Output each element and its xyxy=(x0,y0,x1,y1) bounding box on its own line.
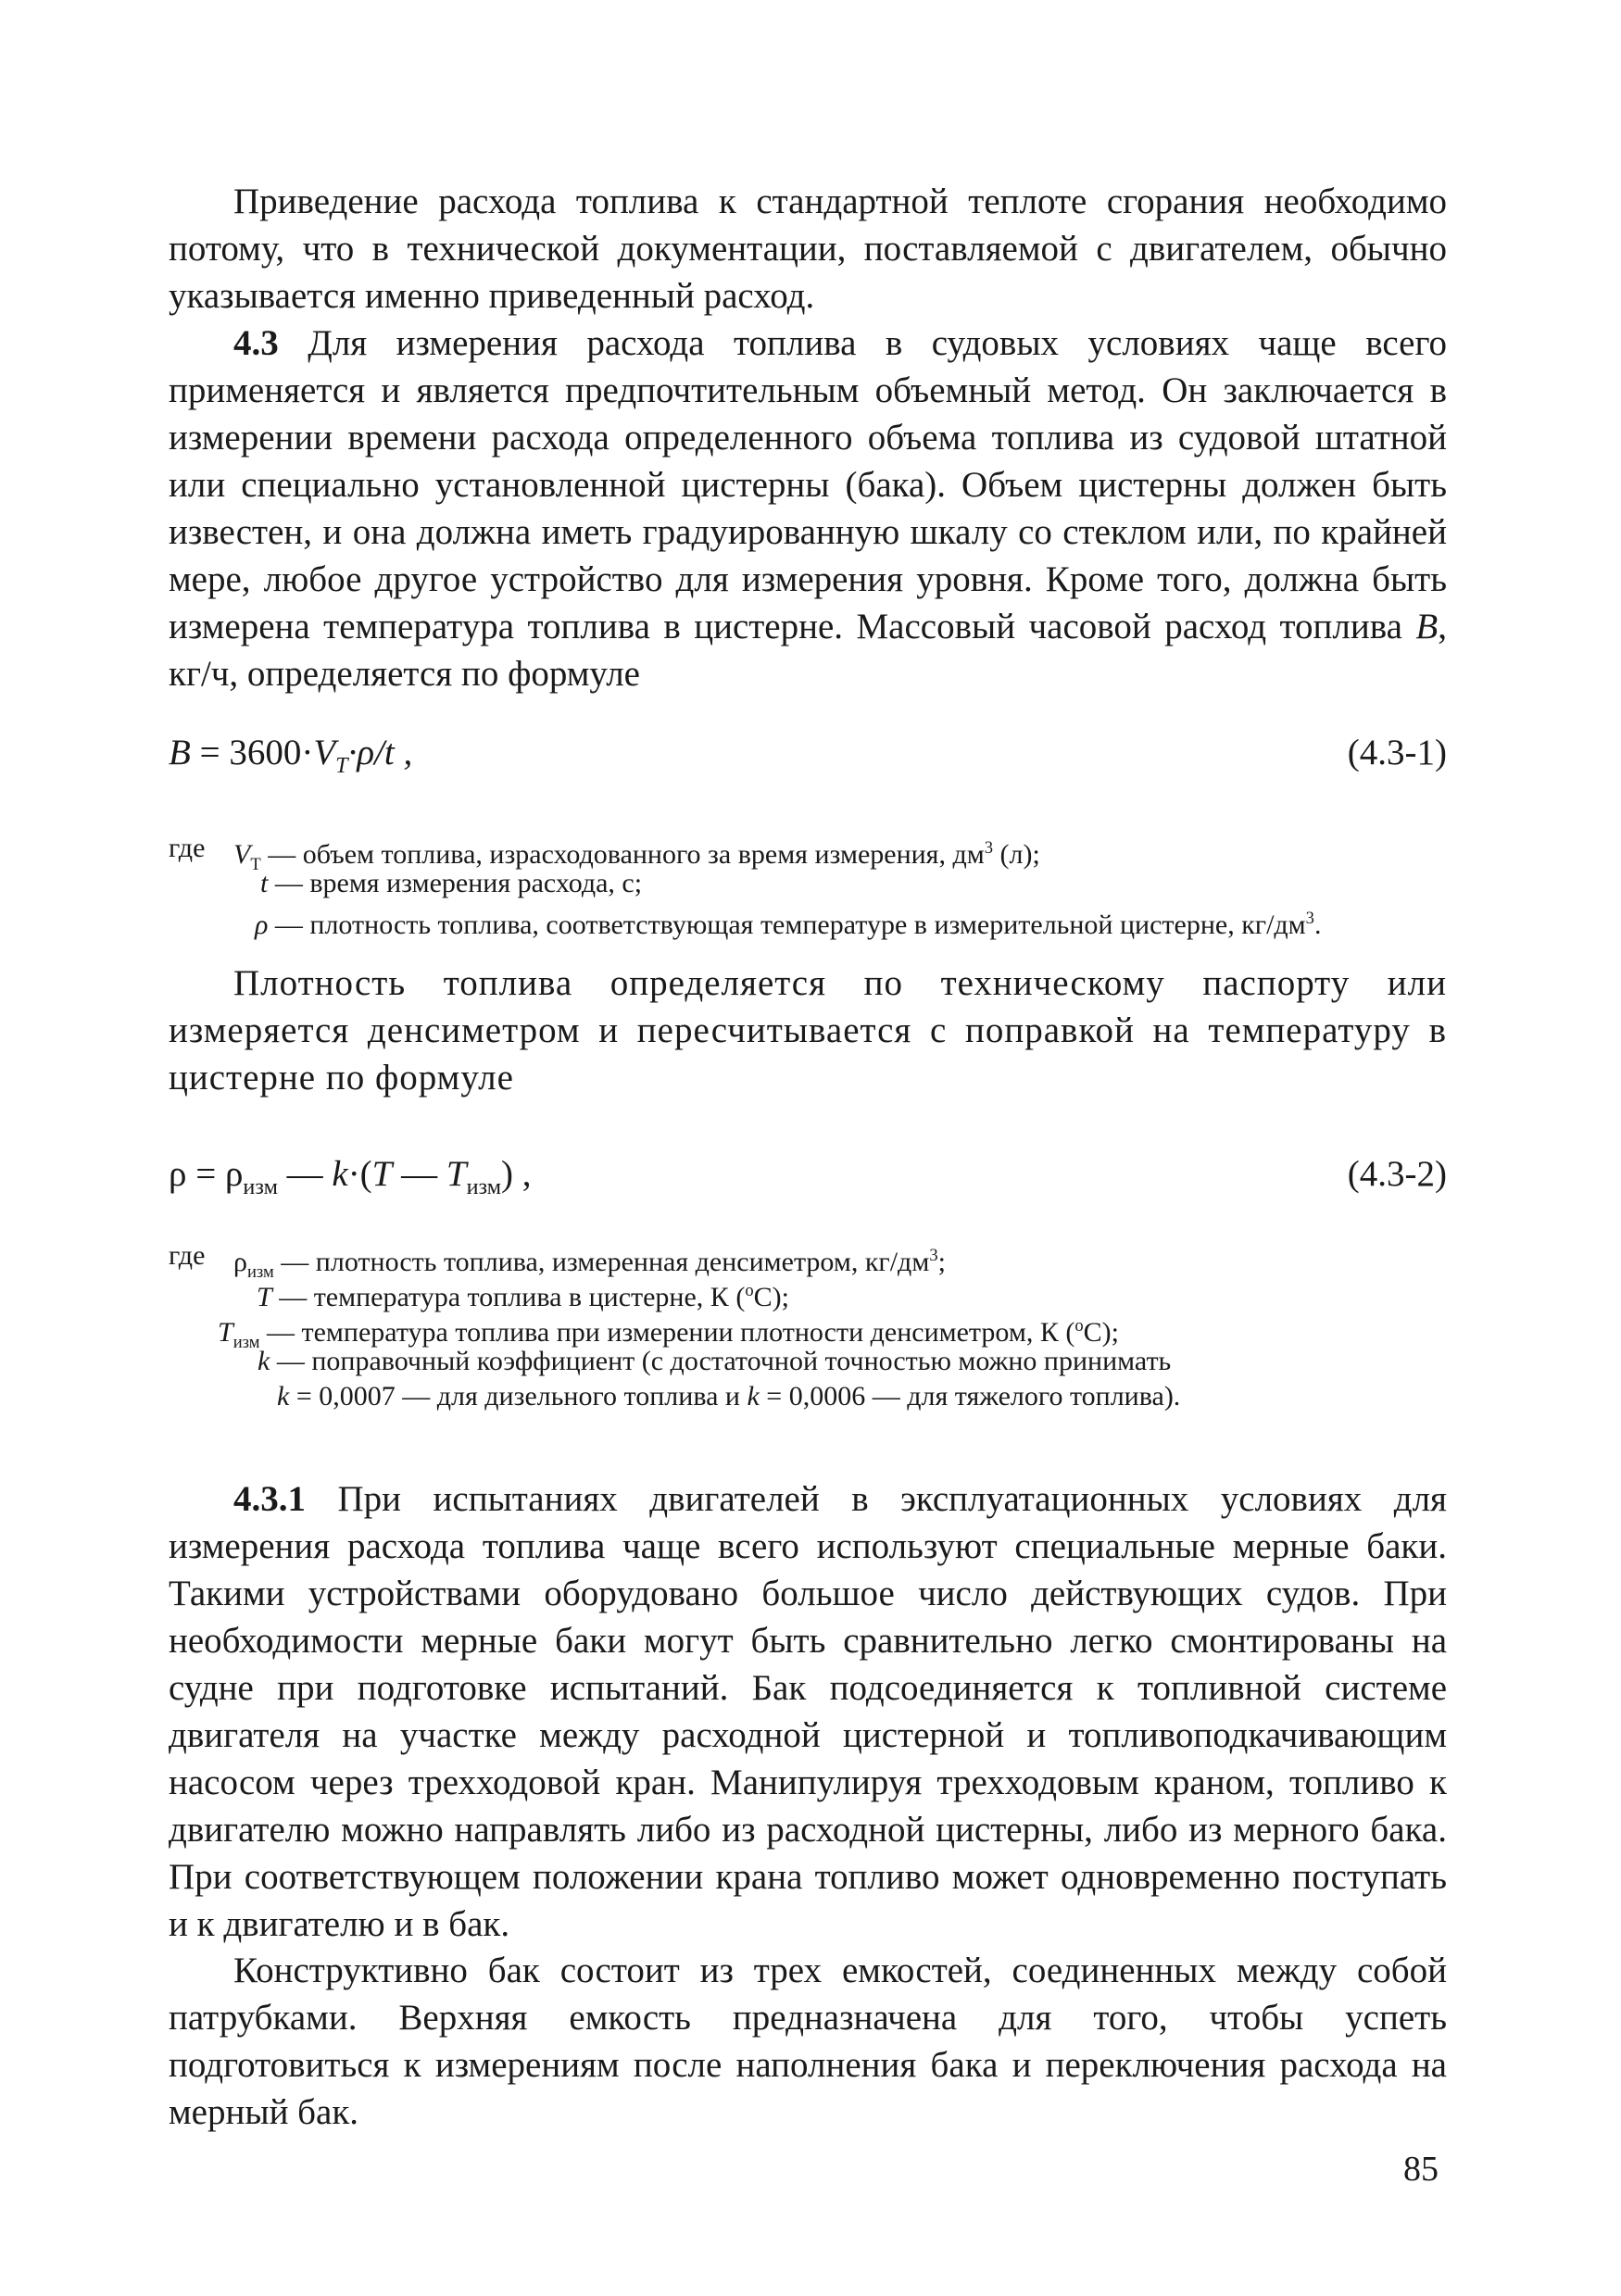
where-item-t xyxy=(260,867,642,900)
eq-lhs: B xyxy=(169,733,191,772)
where-sym: k xyxy=(258,1346,270,1376)
eq2-t2: T xyxy=(446,1154,467,1194)
where-text: плотность топлива, измеренная денсиметром, кг/дм xyxy=(315,1247,930,1277)
eq2-end: ) , xyxy=(501,1154,532,1194)
variable-b: B xyxy=(1415,607,1439,646)
where-item-t-cap xyxy=(257,1274,789,1314)
where-text: плотность топлива, соответствующая температуре в измерительной цистерне, кг/дм xyxy=(309,910,1306,940)
eq2-paren: ·( xyxy=(347,1154,372,1194)
where-sup: о xyxy=(1074,1316,1084,1336)
where-text: объем топлива, израсходованного за время измерения, дм xyxy=(302,839,985,870)
where-sym: T xyxy=(257,1282,272,1312)
where-text2: С); xyxy=(1083,1317,1119,1348)
where-item-k-values xyxy=(277,1380,1180,1413)
where-text: температура топлива в цистерне, К ( xyxy=(313,1282,746,1312)
where-text: температура топлива при измерении плотности денсиметром, К ( xyxy=(301,1317,1075,1348)
where-sym-sub: изм xyxy=(232,1333,260,1352)
paragraph-4-3-tail: , кг/ч, определяется по формуле xyxy=(169,607,1447,694)
where-dash: — xyxy=(271,1282,314,1312)
where-word: где xyxy=(169,833,206,863)
paragraph-intro xyxy=(169,178,1447,320)
equation-4-3-1 xyxy=(169,732,1447,778)
equation-number: (4.3-2) xyxy=(1347,1154,1447,1194)
where-sym: ρ xyxy=(233,1247,247,1277)
paragraph-4-3-text: Для измерения расхода топлива в судовых условиях чаще всего применяется и является предпочтительным объемный метод. Он заключается в измерении времени расхода определенного объема топлива из судовой штатной или специально установленной цистерны (бака). Объем цистерны должен быть известен, и она должна иметь градуированную шкалу со стеклом или, по крайней мере, любое другое устройство для измерения уровня. Кроме того, должна быть измерена температура топлива в цистерне. Массовый часовой расход топлива xyxy=(169,323,1447,646)
where-dash: — xyxy=(270,1346,312,1376)
equation-body xyxy=(169,732,412,779)
where-block-1 xyxy=(169,832,1465,943)
section-number-4-3: 4.3 xyxy=(233,323,279,363)
where-dash: — xyxy=(268,868,310,898)
where-sym: ρ xyxy=(255,910,269,940)
eq-vt-sub: T xyxy=(335,752,348,778)
eq2-t: T xyxy=(371,1154,393,1194)
section-number-4-3-1: 4.3.1 xyxy=(233,1479,306,1519)
where-sup: о xyxy=(745,1281,754,1300)
k-symbol: k xyxy=(747,1381,760,1411)
eq-rhs-a: = 3600· xyxy=(190,733,314,772)
where-sup: 3 xyxy=(1305,909,1314,928)
eq2-k: k xyxy=(332,1154,348,1194)
paragraph-4-3 xyxy=(169,320,1447,697)
eq2-minus: — xyxy=(277,1154,333,1194)
where-text2: ; xyxy=(937,1247,946,1277)
eq-vt: V xyxy=(313,733,336,772)
where-text: время измерения расхода, с; xyxy=(309,868,643,898)
where-text2: (л); xyxy=(993,839,1040,870)
where-word: где xyxy=(169,1240,206,1271)
eq-rhs-b: ·ρ/t , xyxy=(347,733,413,772)
eq2-rho-sub: изм xyxy=(243,1173,278,1199)
paragraph-construction xyxy=(169,1947,1447,2136)
equation-body xyxy=(169,1153,532,1200)
where-dash: — xyxy=(268,910,310,940)
where-sym: T xyxy=(218,1317,233,1348)
where-dash: — xyxy=(273,1247,316,1277)
where-item-k xyxy=(258,1345,1171,1378)
paragraph-4-3-1-text: При испытаниях двигателей в эксплуатационных условиях для измерения расхода топлива чаще всего используют специальные мерные баки. Такими устройствами оборудовано большое число действующих судов. При необходимости мерные баки могут быть сравнительно легко смонтированы на судне при подготовке испытаний. Бак подсоединяется к топливной системе двигателя на участке между расходной цистерной и топливоподкачивающим насосом через трехходовой кран. Манипулируя трехходовым краном, топливо к двигателю можно направлять либо из расходной цистерны, либо из мерного бака. При соответствующем положении крана топливо может одновременно поступать и к двигателю и в бак. xyxy=(169,1479,1447,1944)
k-symbol: k xyxy=(277,1381,290,1411)
eq2-minus2: — xyxy=(392,1154,446,1194)
paragraph-intro-text: Приведение расхода топлива к стандартной теплоте сгорания необходимо потому, что в технической документации, поставляемой с двигателем, обычно указывается именно приведенный расход. xyxy=(169,182,1447,316)
k-heavy-text: = 0,0006 — для тяжелого топлива). xyxy=(759,1381,1181,1411)
page-number: 85 xyxy=(1403,2150,1439,2189)
where-dash: — xyxy=(259,1317,302,1348)
where-sym-sub: изм xyxy=(246,1262,274,1282)
where-item-rho xyxy=(255,902,1321,942)
equation-4-3-2 xyxy=(169,1153,1447,1199)
paragraph-density-text: Плотность топлива определяется по техническому паспорту или измеряется денсиметром и пересчитывается с поправкой на температуру в цистерне по формуле xyxy=(169,963,1447,1098)
paragraph-density xyxy=(169,960,1447,1101)
paragraph-construction-text: Конструктивно бак состоит из трех емкостей, соединенных между собой патрубками. Верхняя емкость предназначена для того, чтобы успеть подготовиться к измерениям после наполнения бака и переключения расхода на мерный бак. xyxy=(169,1951,1447,2132)
where-dash: — xyxy=(260,839,303,870)
where-block-2 xyxy=(169,1239,1465,1424)
equation-number: (4.3-1) xyxy=(1347,733,1447,772)
k-diesel-text: = 0,0007 — для дизельного топлива и xyxy=(289,1381,748,1411)
where-text2: С); xyxy=(753,1282,789,1312)
eq2-rho: ρ = ρ xyxy=(169,1154,244,1194)
eq2-t2-sub: изм xyxy=(466,1173,502,1199)
paragraph-4-3-1 xyxy=(169,1475,1447,1948)
where-sup: 3 xyxy=(929,1246,938,1265)
where-sym: V xyxy=(233,839,251,870)
where-sym-sub: Т xyxy=(250,855,261,874)
where-sym: t xyxy=(260,868,269,898)
where-text: поправочный коэффициент (с достаточной точностью можно принимать xyxy=(311,1346,1172,1376)
where-text2: . xyxy=(1313,910,1322,940)
where-sup: 3 xyxy=(984,838,994,858)
